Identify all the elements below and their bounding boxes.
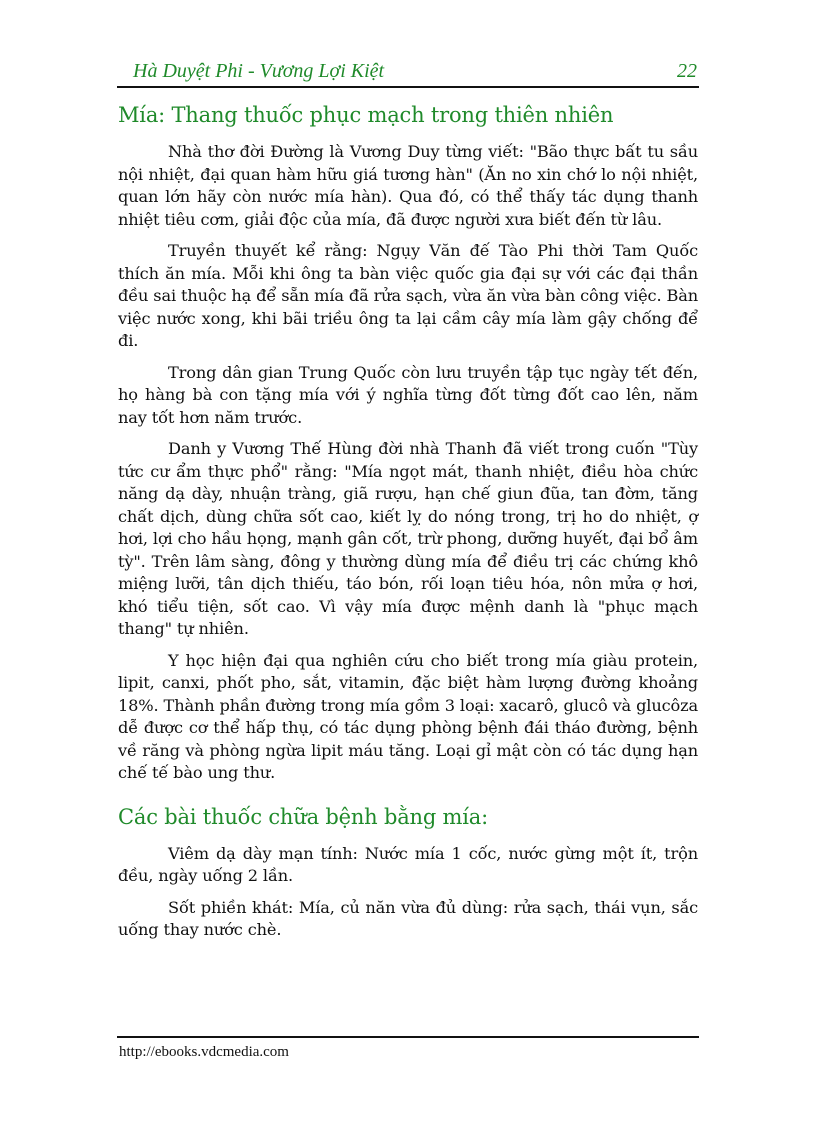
paragraph-remedy-fever: Sốt phiền khát: Mía, củ năn vừa đủ dùng: rửa sạch, thái vụn, sắc uống thay nước chè. <box>118 897 698 939</box>
section-heading-remedies: Các bài thuốc chữa bệnh bằng mía: <box>118 804 488 829</box>
paragraph-vuong-duy: Nhà thơ đời Đường là Vương Duy từng viết: "Bão thực bất tu sầu nội nhiệt, đại quan hàm hữu giá tương hàn" (Ăn no xin chớ lo nội nhiệt, quan lớn hãy còn nước mía hàn). Qua đó, có thể thấy tác dụng thanh nhiệt tiêu cơm, giải độc của mía, đã được người xưa biết đến từ lâu. <box>118 142 698 229</box>
header-title: Hà Duyệt Phi - Vương Lợi Kiệt <box>133 60 385 82</box>
footer-url: http://ebooks.vdcmedia.com <box>119 1044 289 1060</box>
paragraph-modern-medicine: Y học hiện đại qua nghiên cứu cho biết trong mía giàu protein, lipit, canxi, phốt pho, sắt, vitamin, đặc biệt hàm lượng đường khoảng 18%. Thành phần đường trong mía gồm 3 loại: xacarô, glucô và glucôza dễ được cơ thể hấp thụ, có tác dụng phòng bệnh đái tháo đường, bệnh về răng và phòng ngừa lipit máu tăng. Loại gỉ mật còn có tác dụng hạn chế tế bào ung thư. <box>118 650 698 782</box>
page-content <box>118 100 698 951</box>
paragraph-tao-phi: Truyền thuyết kể rằng: Ngụy Văn đế Tào Phi thời Tam Quốc thích ăn mía. Mỗi khi ông ta bàn việc quốc gia đại sự với các đại thần đều sai thuộc hạ để sẵn mía đã rửa sạch, vừa ăn vừa bàn công việc. Bàn việc nước xong, khi bãi triều ông ta lại cầm cây mía làm gậy chống để đi. <box>118 241 698 350</box>
paragraph-vuong-the-hung: Danh y Vương Thế Hùng đời nhà Thanh đã viết trong cuốn "Tùy tức cư ẩm thực phổ" rằng: "Mía ngọt mát, thanh nhiệt, điều hòa chức năng dạ dày, nhuận tràng, giã rượu, hạn chế giun đũa, tan đờm, tăng chất dịch, dùng chữa sốt cao, kiết lỵ do nóng trong, trị ho do nhiệt, ợ hơi, lợi cho hầu họng, mạnh gân cốt, trừ phong, dưỡng huyết, đại bổ âm tỳ". Trên lâm sàng, đông y thường dùng mía để điều trị các chứng khô miệng lưỡi, tân dịch thiếu, táo bón, rối loạn tiêu hóa, nôn mửa ợ hơi, khó tiểu tiện, sốt cao. Vì vậy mía được mệnh danh là "phục mạch thang" tự nhiên. <box>118 439 698 638</box>
page-number: 22 <box>677 60 697 82</box>
page-header <box>117 58 699 88</box>
page-footer <box>117 1036 699 1060</box>
paragraph-remedy-gastritis: Viêm dạ dày mạn tính: Nước mía 1 cốc, nước gừng một ít, trộn đều, ngày uống 2 lần. <box>118 843 698 885</box>
paragraph-tet-custom: Trong dân gian Trung Quốc còn lưu truyền tập tục ngày tết đến, họ hàng bà con tặng mía với ý nghĩa từng đốt từng đốt cao lên, năm nay tốt hơn năm trước. <box>118 362 698 427</box>
section-heading-mia: Mía: Thang thuốc phục mạch trong thiên nhiên <box>118 103 614 127</box>
